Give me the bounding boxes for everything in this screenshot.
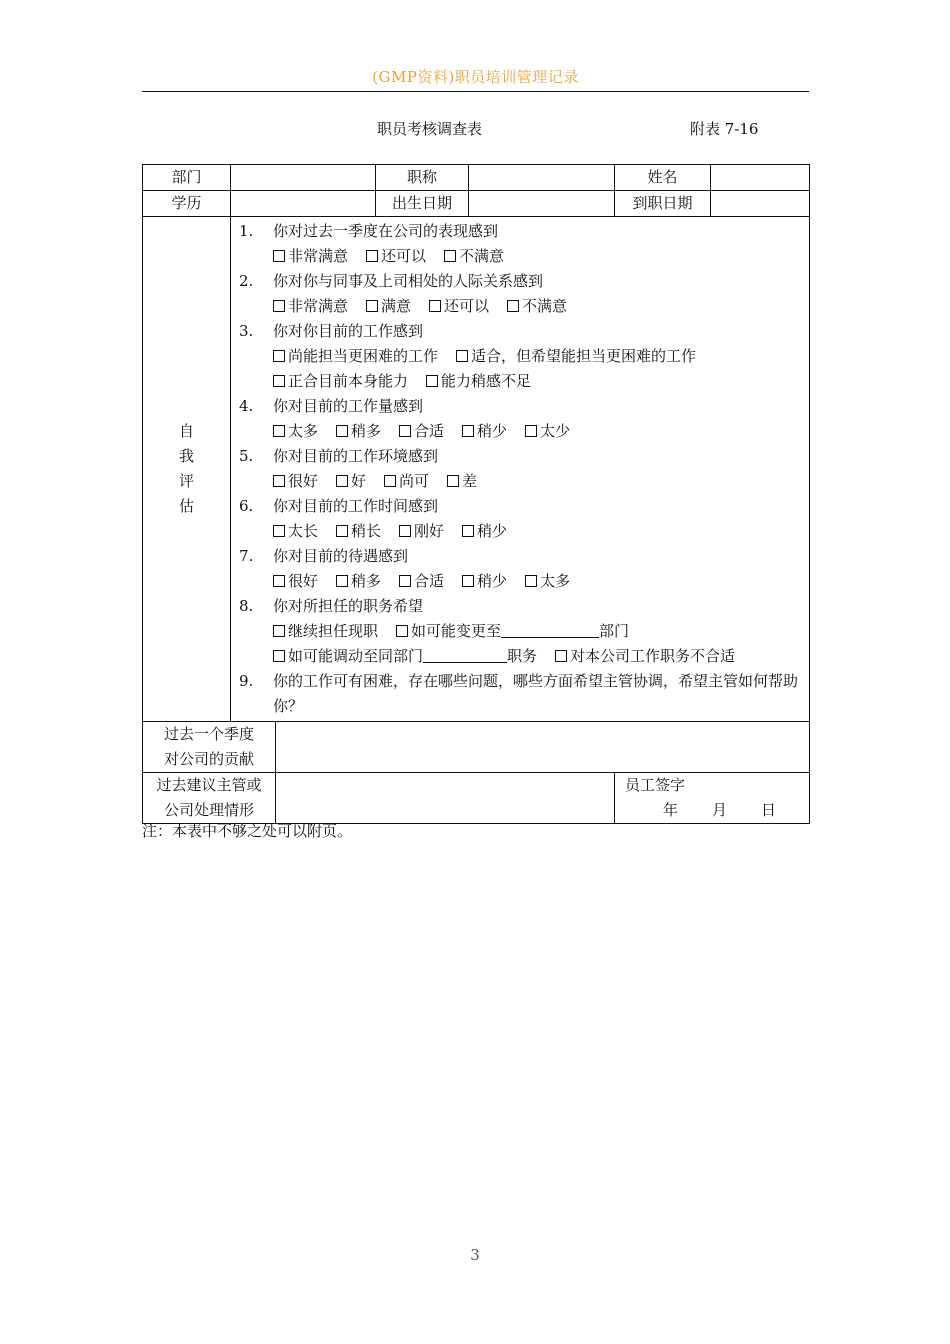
option-label: 稍多 xyxy=(351,572,382,590)
position-label: 职称 xyxy=(376,165,469,191)
signature-month: 月 xyxy=(712,801,728,819)
option-label: 非常满意 xyxy=(288,247,349,265)
checkbox-icon[interactable] xyxy=(525,575,537,587)
question-number: 3. xyxy=(239,322,254,340)
option[interactable] xyxy=(525,422,570,440)
option[interactable] xyxy=(525,572,570,590)
name-label: 姓名 xyxy=(615,165,711,191)
checkbox-icon[interactable] xyxy=(444,250,456,262)
self-eval-char: 自 xyxy=(178,422,194,440)
question-text: 你对你目前的工作感到 xyxy=(273,322,424,340)
row-basic-2 xyxy=(143,191,810,217)
question-3 xyxy=(239,319,803,394)
option[interactable] xyxy=(273,472,318,490)
checkbox-icon[interactable] xyxy=(555,650,567,662)
question-text: 你对目前的工作时间感到 xyxy=(273,497,439,515)
suggestion-label-line: 过去建议主管或 xyxy=(156,776,262,794)
option[interactable] xyxy=(273,572,318,590)
checkbox-icon[interactable] xyxy=(399,525,411,537)
option-line xyxy=(239,519,803,544)
option-line xyxy=(239,369,803,394)
question-8 xyxy=(239,594,803,669)
self-eval-char: 评 xyxy=(178,472,194,490)
row-contribution xyxy=(143,722,810,773)
option[interactable] xyxy=(444,247,504,265)
footnote: 注：本表中不够之处可以附页。 xyxy=(142,822,353,840)
post-blank-field[interactable] xyxy=(423,646,507,663)
question-1 xyxy=(239,219,803,269)
option-line xyxy=(239,419,803,444)
option-line xyxy=(239,644,803,669)
name-field[interactable] xyxy=(711,165,810,191)
birth-date-field[interactable] xyxy=(469,191,615,217)
option[interactable] xyxy=(336,472,366,490)
contribution-field[interactable] xyxy=(276,722,810,773)
self-eval-questions xyxy=(231,217,810,722)
option-label: 对本公司工作职务不合适 xyxy=(570,647,736,665)
signature-cell[interactable] xyxy=(615,773,810,824)
option[interactable] xyxy=(462,522,507,540)
option[interactable] xyxy=(399,572,444,590)
option-label: 能力稍感不足 xyxy=(441,372,532,390)
option-label: 稍少 xyxy=(477,422,508,440)
option-line xyxy=(239,469,803,494)
header-title: (GMP资料)职员培训管理记录 xyxy=(372,68,579,86)
checkbox-icon[interactable] xyxy=(273,425,285,437)
checkbox-icon[interactable] xyxy=(273,350,285,362)
option-label: 合适 xyxy=(414,572,445,590)
survey-table xyxy=(142,164,810,824)
option[interactable] xyxy=(447,472,477,490)
checkbox-icon[interactable] xyxy=(525,425,537,437)
checkbox-icon[interactable] xyxy=(366,300,378,312)
checkbox-icon[interactable] xyxy=(366,250,378,262)
suggestion-label xyxy=(143,773,276,824)
option-label: 稍长 xyxy=(351,522,382,540)
option-label: 太多 xyxy=(540,572,571,590)
question-6 xyxy=(239,494,803,544)
self-eval-char: 估 xyxy=(178,497,194,515)
question-text: 你对目前的工作量感到 xyxy=(273,397,424,415)
option-label: 尚能担当更困难的工作 xyxy=(288,347,439,365)
checkbox-icon[interactable] xyxy=(447,475,459,487)
option-line xyxy=(239,619,803,644)
question-number: 9. xyxy=(239,672,254,690)
option-label: 非常满意 xyxy=(288,297,349,315)
checkbox-icon[interactable] xyxy=(462,425,474,437)
signature-date xyxy=(625,798,809,823)
form-title: 职员考核调查表 xyxy=(377,120,483,138)
option-suffix: 部门 xyxy=(599,622,630,640)
question-number: 2. xyxy=(239,272,254,290)
checkbox-icon[interactable] xyxy=(399,575,411,587)
option-line xyxy=(239,294,803,319)
option-label: 不满意 xyxy=(459,247,505,265)
checkbox-icon[interactable] xyxy=(273,300,285,312)
education-field[interactable] xyxy=(231,191,376,217)
suggestion-label-line: 公司处理情形 xyxy=(163,801,254,819)
option[interactable] xyxy=(555,647,735,665)
option[interactable] xyxy=(336,422,381,440)
form-number: 附表 7-16 xyxy=(690,120,759,138)
checkbox-icon[interactable] xyxy=(399,425,411,437)
checkbox-icon[interactable] xyxy=(507,300,519,312)
option-label: 差 xyxy=(462,472,478,490)
option-line xyxy=(239,569,803,594)
checkbox-icon[interactable] xyxy=(336,575,348,587)
checkbox-icon[interactable] xyxy=(273,575,285,587)
option[interactable] xyxy=(507,297,567,315)
option[interactable] xyxy=(384,472,429,490)
checkbox-icon[interactable] xyxy=(273,650,285,662)
question-list xyxy=(239,219,803,594)
option[interactable] xyxy=(366,297,411,315)
dept-field[interactable] xyxy=(231,165,376,191)
checkbox-icon[interactable] xyxy=(456,350,468,362)
option[interactable] xyxy=(273,522,318,540)
option[interactable] xyxy=(273,422,318,440)
option-suffix: 职务 xyxy=(507,647,538,665)
question-text: 你对目前的工作环境感到 xyxy=(273,447,439,465)
checkbox-icon[interactable] xyxy=(429,300,441,312)
option[interactable] xyxy=(336,522,381,540)
option-line xyxy=(239,344,803,369)
option[interactable] xyxy=(273,622,378,640)
option-label: 稍少 xyxy=(477,522,508,540)
option-label: 稍多 xyxy=(351,422,382,440)
option-label: 很好 xyxy=(288,572,319,590)
checkbox-icon[interactable] xyxy=(396,625,408,637)
row-basic-1 xyxy=(143,165,810,191)
checkbox-icon[interactable] xyxy=(273,475,285,487)
page-header xyxy=(142,66,809,92)
question-text: 你的工作可有困难，存在哪些问题，哪些方面希望主管协调，希望主管如何帮助你？ xyxy=(273,672,799,715)
contribution-label-line: 过去一个季度 xyxy=(163,725,254,743)
dept-label: 部门 xyxy=(143,165,231,191)
header-rule xyxy=(142,91,809,92)
signature-label: 员工签字 xyxy=(625,776,686,794)
option[interactable] xyxy=(462,572,507,590)
option[interactable] xyxy=(396,622,501,640)
option[interactable] xyxy=(366,247,426,265)
option-label: 合适 xyxy=(414,422,445,440)
option[interactable] xyxy=(429,297,489,315)
checkbox-icon[interactable] xyxy=(462,575,474,587)
self-eval-char: 我 xyxy=(178,447,194,465)
option[interactable] xyxy=(273,347,438,365)
question-9 xyxy=(239,669,803,719)
row-suggestion xyxy=(143,773,810,824)
question-5 xyxy=(239,444,803,494)
checkbox-icon[interactable] xyxy=(336,525,348,537)
option[interactable] xyxy=(273,247,348,265)
signature-year: 年 xyxy=(663,801,679,819)
option[interactable] xyxy=(456,347,696,365)
option[interactable] xyxy=(273,372,408,390)
option[interactable] xyxy=(399,522,444,540)
question-text: 你对你与同事及上司相处的人际关系感到 xyxy=(273,272,544,290)
question-number: 5. xyxy=(239,447,254,465)
question-4 xyxy=(239,394,803,444)
signature-day: 日 xyxy=(761,801,777,819)
checkbox-icon[interactable] xyxy=(273,250,285,262)
option[interactable] xyxy=(336,572,381,590)
checkbox-icon[interactable] xyxy=(336,475,348,487)
suggestion-field[interactable] xyxy=(276,773,615,824)
option-label: 适合，但希望能担当更困难的工作 xyxy=(471,347,697,365)
page-number: 3 xyxy=(470,1246,480,1264)
option-label: 还可以 xyxy=(444,297,490,315)
entry-date-field[interactable] xyxy=(711,191,810,217)
question-text: 你对过去一季度在公司的表现感到 xyxy=(273,222,499,240)
option-label: 满意 xyxy=(381,297,412,315)
question-2 xyxy=(239,269,803,319)
checkbox-icon[interactable] xyxy=(462,525,474,537)
question-number: 4. xyxy=(239,397,254,415)
question-number: 1. xyxy=(239,222,254,240)
option-line xyxy=(239,244,803,269)
option-label: 继续担任现职 xyxy=(288,622,379,640)
birth-date-label: 出生日期 xyxy=(376,191,469,217)
option-label: 如可能调动至同部门 xyxy=(288,647,424,665)
option[interactable] xyxy=(426,372,531,390)
checkbox-icon[interactable] xyxy=(273,375,285,387)
option-label: 太长 xyxy=(288,522,319,540)
question-7 xyxy=(239,544,803,594)
checkbox-icon[interactable] xyxy=(384,475,396,487)
option-label: 正合目前本身能力 xyxy=(288,372,409,390)
option-label: 不满意 xyxy=(522,297,568,315)
question-number: 7. xyxy=(239,547,254,565)
question-text: 你对所担任的职务希望 xyxy=(273,597,424,615)
option-label: 很好 xyxy=(288,472,319,490)
entry-date-label: 到职日期 xyxy=(615,191,711,217)
question-text: 你对目前的待遇感到 xyxy=(273,547,409,565)
option-label: 刚好 xyxy=(414,522,445,540)
education-label: 学历 xyxy=(143,191,231,217)
option-label: 稍少 xyxy=(477,572,508,590)
self-eval-label xyxy=(143,217,231,722)
option-label: 尚可 xyxy=(399,472,430,490)
option-label: 太少 xyxy=(540,422,571,440)
option-label: 好 xyxy=(351,472,367,490)
dept-blank-field[interactable] xyxy=(501,621,599,638)
option[interactable] xyxy=(273,647,423,665)
row-self-eval xyxy=(143,217,810,722)
question-number: 8. xyxy=(239,597,254,615)
option[interactable] xyxy=(273,297,348,315)
option[interactable] xyxy=(399,422,444,440)
checkbox-icon[interactable] xyxy=(336,425,348,437)
option[interactable] xyxy=(462,422,507,440)
contribution-label xyxy=(143,722,276,773)
option-label: 如可能变更至 xyxy=(411,622,502,640)
option-label: 太多 xyxy=(288,422,319,440)
position-field[interactable] xyxy=(469,165,615,191)
question-number: 6. xyxy=(239,497,254,515)
contribution-label-line: 对公司的贡献 xyxy=(163,750,254,768)
checkbox-icon[interactable] xyxy=(273,525,285,537)
checkbox-icon[interactable] xyxy=(273,625,285,637)
option-label: 还可以 xyxy=(381,247,427,265)
checkbox-icon[interactable] xyxy=(426,375,438,387)
